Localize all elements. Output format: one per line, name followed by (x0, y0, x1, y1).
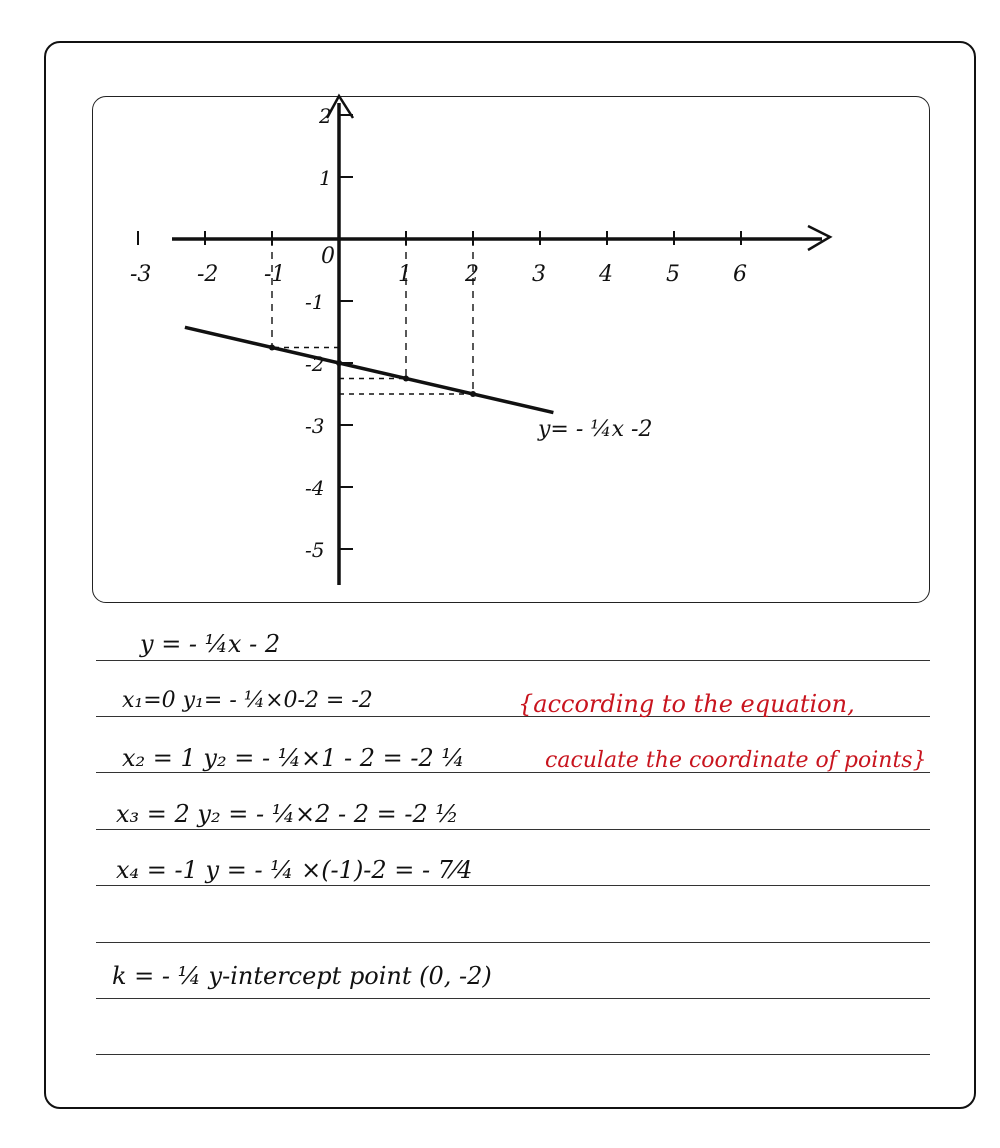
ruled-line (96, 1054, 930, 1055)
x-tick-label: 5 (666, 262, 680, 287)
work-slope-intercept: k = - ¼ y-intercept point (0, -2) (112, 962, 492, 990)
line-label: y= - ¼x -2 (538, 417, 653, 442)
y-tick-label: -4 (305, 476, 325, 500)
y-tick-label: -2 (305, 352, 325, 376)
ruled-line (96, 660, 930, 661)
annotation-line-1: {according to the equation, (518, 690, 855, 718)
ruled-line (96, 829, 930, 830)
x-tick-label: 2 (465, 262, 479, 287)
y-tick-label: -5 (305, 538, 325, 562)
annotation-line-2: caculate the coordinate of points} (545, 748, 927, 773)
function-line (185, 327, 554, 412)
work-equation: y = - ¼x - 2 (140, 630, 281, 658)
x-tick-label: 1 (398, 262, 412, 287)
work-point-2: x₂ = 1 y₂ = - ¼×1 - 2 = -2 ¼ (122, 744, 465, 772)
x-tick-label: 4 (599, 262, 613, 287)
y-tick-label: -1 (305, 290, 325, 314)
x-tick-label: -3 (130, 262, 152, 287)
ruled-line (96, 998, 930, 999)
x-tick-label: 3 (532, 262, 546, 287)
ruled-line (96, 885, 930, 886)
plotted-point (336, 360, 342, 366)
x-tick-label: -1 (264, 262, 286, 287)
y-tick-label: 1 (319, 166, 332, 190)
y-tick-label: 2 (319, 104, 332, 128)
work-point-1: x₁=0 y₁= - ¼×0-2 = -2 (122, 688, 373, 713)
x-tick-label: -2 (197, 262, 219, 287)
plotted-point (403, 376, 409, 382)
x-tick-label: 6 (733, 262, 747, 287)
plotted-point (470, 391, 476, 397)
y-tick-label: -3 (305, 414, 325, 438)
x-tick-label: 0 (321, 244, 335, 269)
plotted-point (269, 345, 275, 351)
work-point-4: x₄ = -1 y = - ¼ ×(-1)-2 = - 7⁄4 (116, 856, 473, 884)
ruled-line (96, 942, 930, 943)
work-point-3: x₃ = 2 y₂ = - ¼×2 - 2 = -2 ½ (116, 800, 459, 828)
